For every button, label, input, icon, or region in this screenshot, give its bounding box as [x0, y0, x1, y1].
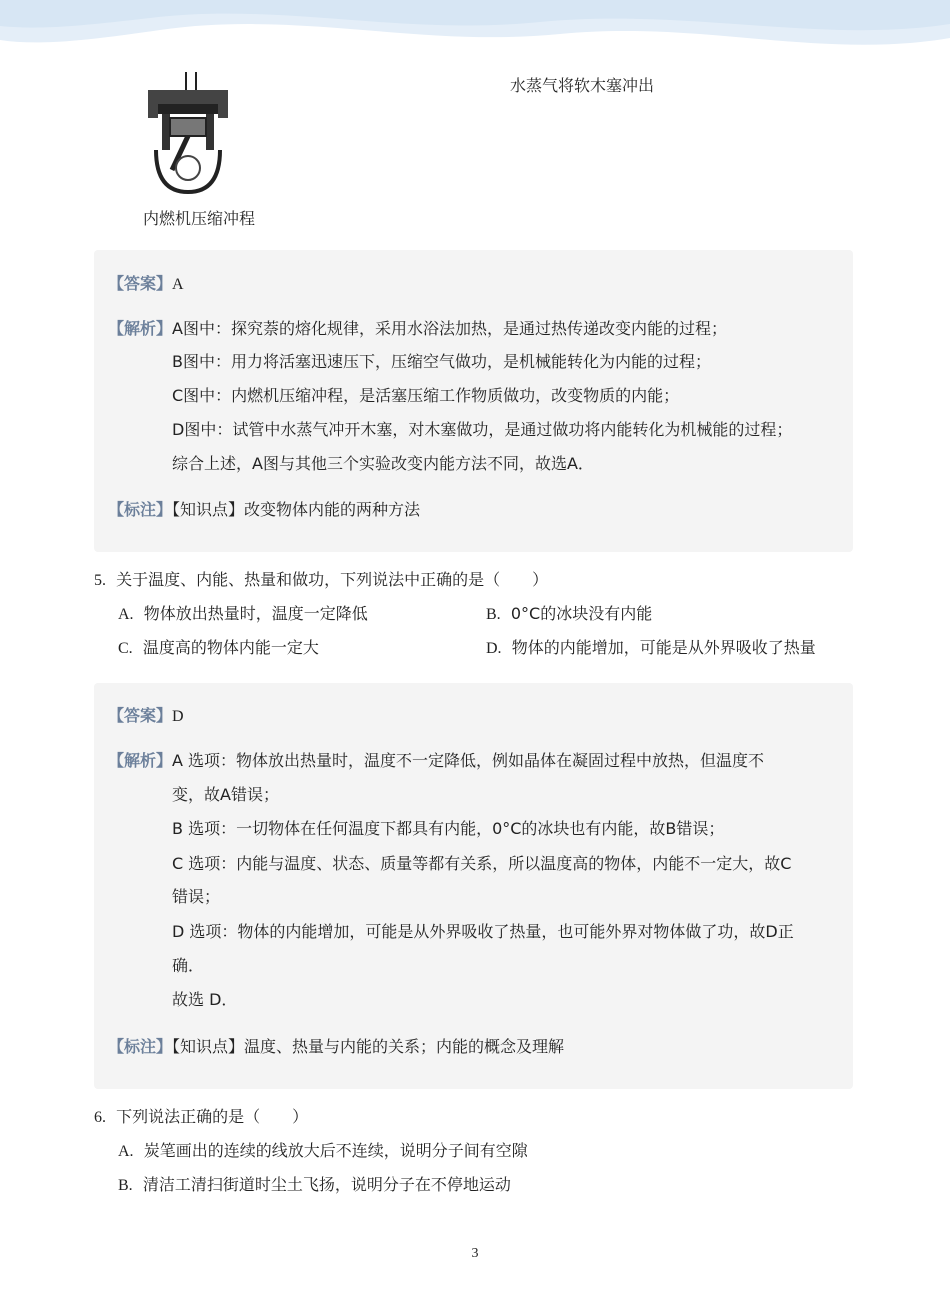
note-row [108, 1036, 564, 1058]
analysis-tag: 【解析】 [108, 319, 173, 338]
question-5-stem [94, 569, 548, 592]
analysis-text: A 选项：物体放出热量时，温度不一定降低，例如晶体在凝固过程中放热，但温度不 [172, 751, 765, 770]
figure-caption-engine: 内燃机压缩冲程 [143, 209, 256, 228]
analysis-text: D 选项：物体的内能增加，可能是从外界吸收了热量，也可能外界对物体做了功，故D正 [172, 922, 794, 941]
option-key: B. [486, 606, 501, 623]
analysis-text: 故选 D． [172, 990, 238, 1009]
analysis-row-1 [108, 318, 727, 340]
option-key: C. [118, 640, 133, 657]
note-text: 【知识点】温度、热量与内能的关系；内能的概念及理解 [172, 1037, 565, 1056]
option-text: 物体放出热量时，温度一定降低 [143, 604, 368, 623]
question-text: 下列说法正确的是（ ） [116, 1107, 309, 1126]
answer-value: D [172, 708, 184, 725]
option-text: 物体的内能增加，可能是从外界吸收了热量 [511, 638, 816, 657]
option-text: 0°C的冰块没有内能 [510, 604, 653, 623]
answer-row [108, 705, 184, 728]
option-key: B. [118, 1177, 133, 1194]
option-key: D. [486, 640, 502, 657]
option-key: A. [118, 606, 134, 623]
option-a[interactable] [118, 603, 368, 626]
option-text: 炭笔画出的连续的线放大后不连续，说明分子间有空隙 [143, 1141, 528, 1160]
option-text: 温度高的物体内能一定大 [142, 638, 319, 657]
question-number: 6. [94, 1109, 106, 1126]
option-d[interactable] [486, 637, 816, 660]
answer-box-2 [94, 683, 853, 1089]
option-b[interactable] [486, 603, 652, 626]
analysis-text: C图中：内燃机压缩冲程，是活塞压缩工作物质做功，改变物质的内能； [172, 386, 680, 405]
question-number: 5. [94, 572, 106, 589]
answer-tag: 【答案】 [108, 706, 173, 725]
option-c[interactable] [118, 637, 319, 660]
analysis-tag: 【解析】 [108, 751, 173, 770]
answer-value: A [172, 276, 184, 293]
header-wave-decoration [0, 0, 950, 70]
analysis-text: D图中：试管中水蒸气冲开木塞，对木塞做功，是通过做功将内能转化为机械能的过程； [172, 420, 793, 439]
analysis-text: C 选项：内能与温度、状态、质量等都有关系，所以温度高的物体，内能不一定大，故C [172, 854, 792, 873]
analysis-text: 变，故A错误； [172, 785, 279, 804]
answer-box-1 [94, 250, 853, 552]
question-text: 关于温度、内能、热量和做功，下列说法中正确的是（ ） [116, 570, 549, 589]
question-6-stem [94, 1106, 308, 1129]
option-b[interactable] [118, 1174, 511, 1197]
analysis-row-1 [108, 750, 764, 772]
note-text: 【知识点】改变物体内能的两种方法 [172, 500, 421, 519]
option-text: 清洁工清扫街道时尘土飞扬，说明分子在不停地运动 [142, 1175, 511, 1194]
analysis-text: 综合上述，A图与其他三个实验改变内能方法不同，故选A． [172, 454, 594, 473]
note-row [108, 499, 420, 521]
answer-row [108, 273, 184, 296]
analysis-text: 确． [172, 956, 205, 975]
engine-cylinder-icon [142, 70, 234, 196]
figure-caption-right: 水蒸气将软木塞冲出 [510, 76, 655, 95]
note-tag: 【标注】 [108, 1037, 173, 1056]
option-key: A. [118, 1143, 134, 1160]
analysis-text: A图中：探究萘的熔化规律，采用水浴法加热，是通过热传递改变内能的过程； [172, 319, 727, 338]
analysis-text: B图中：用力将活塞迅速压下，压缩空气做功，是机械能转化为内能的过程； [172, 352, 711, 371]
answer-tag: 【答案】 [108, 274, 173, 293]
page-number: 3 [471, 1246, 479, 1261]
note-tag: 【标注】 [108, 500, 173, 519]
analysis-text: 错误； [172, 887, 221, 906]
analysis-text: B 选项：一切物体在任何温度下都具有内能，0°C的冰块也有内能，故B错误； [172, 819, 725, 838]
option-a[interactable] [118, 1140, 528, 1163]
